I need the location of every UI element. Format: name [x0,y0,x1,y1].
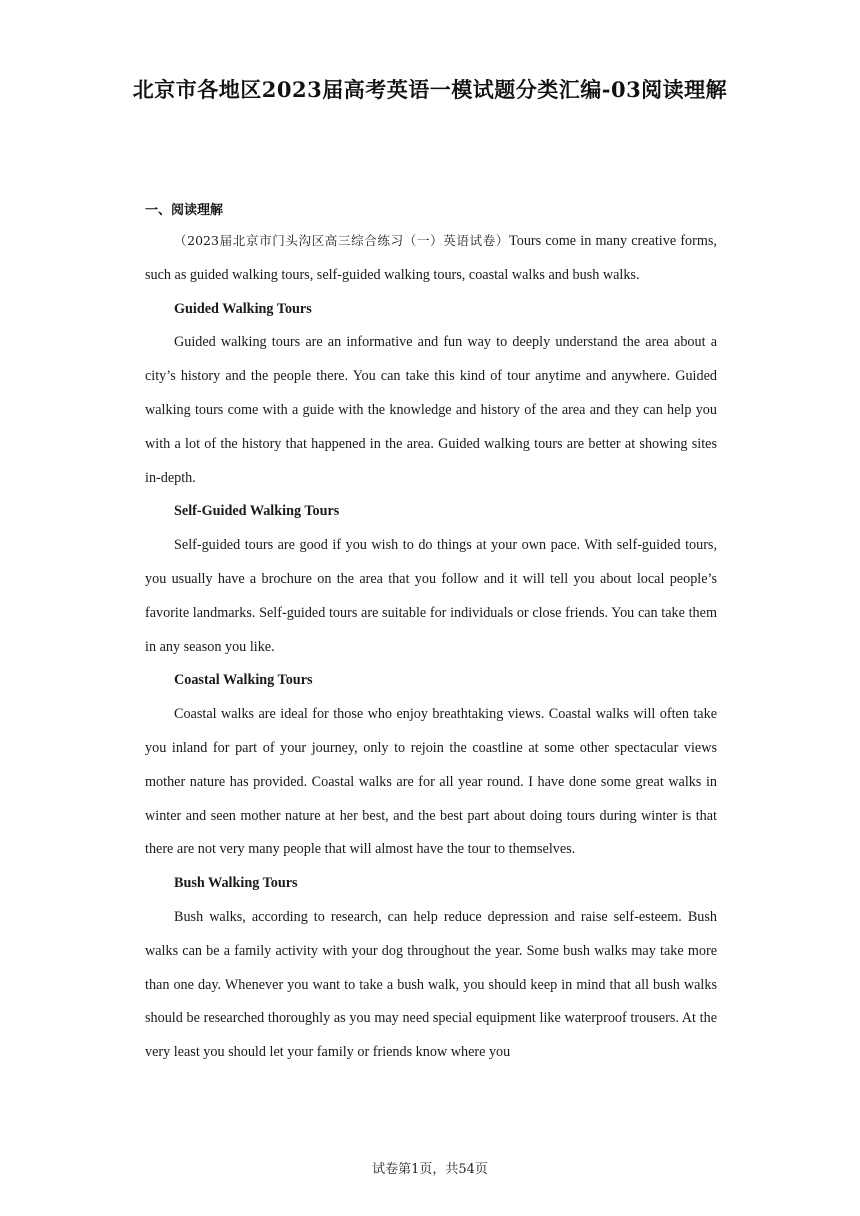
paragraph-guided-walking-tours: Guided walking tours are an informative and fun way to deeply understand the area about a city’s history and the people there. You can take this kind of tour anytime and anywhere. Guided walking tours come with a guide with the knowledge and history of the area and they can help you with a lot of the history that happened in the area. Guided walking tours are better at showing sites in-depth. [145,334,717,486]
intro-source: （2023届北京市门头沟区高三综合练习（一）英语试卷） [174,233,510,248]
paragraph-coastal-walking-tours: Coastal walks are ideal for those who enjoy breathtaking views. Coastal walks will often take you inland for part of your journey, only to rejoin the coastline at some other spectacular views mother nature has provided. Coastal walks are for all year round. I have done some great walks in winter and seen mother nature at her best, and the best part about doing tours during winter is that there are not very many people that will almost have the tour to themselves. [145,706,717,858]
page-title: 北京市各地区2023届高考英语一模试题分类汇编-03阅读理解 [132,77,728,102]
subheading-self-guided-walking-tours: Self-Guided Walking Tours [174,503,340,520]
paragraph-self-guided-walking-tours: Self-guided tours are good if you wish to do things at your own pace. With self-guided tours, you usually have a brochure on the area that you follow and it will tell you about local people’s favorite landmarks. Self-guided tours are suitable for individuals or close friends. You can take them in any season you like. [145,537,717,655]
page-footer: 试卷第1页，共54页 [372,1162,488,1177]
paragraph-bush-walking-tours: Bush walks, according to research, can help reduce depression and raise self-esteem. Bush walks can be a family activity with your dog throughout the year. Some bush walks may take more than one day. Whenever you want to take a bush walk, you should keep in mind that all bush walks should be researched thoroughly as you may need special equipment like waterproof trousers. At the very least you should let your family or friends know where you [145,908,717,1061]
document-body [145,198,717,1070]
intro-paragraph [145,224,717,293]
subheading-guided-walking-tours: Guided Walking Tours [174,300,312,317]
intro-text: Tours come in many creative forms, such as guided walking tours, self-guided walking tours, coastal walks and bush walks. [145,233,717,283]
subheading-bush-walking-tours: Bush Walking Tours [174,875,298,892]
section-heading: 一、阅读理解 [145,203,224,218]
subheading-coastal-walking-tours: Coastal Walking Tours [174,672,313,689]
